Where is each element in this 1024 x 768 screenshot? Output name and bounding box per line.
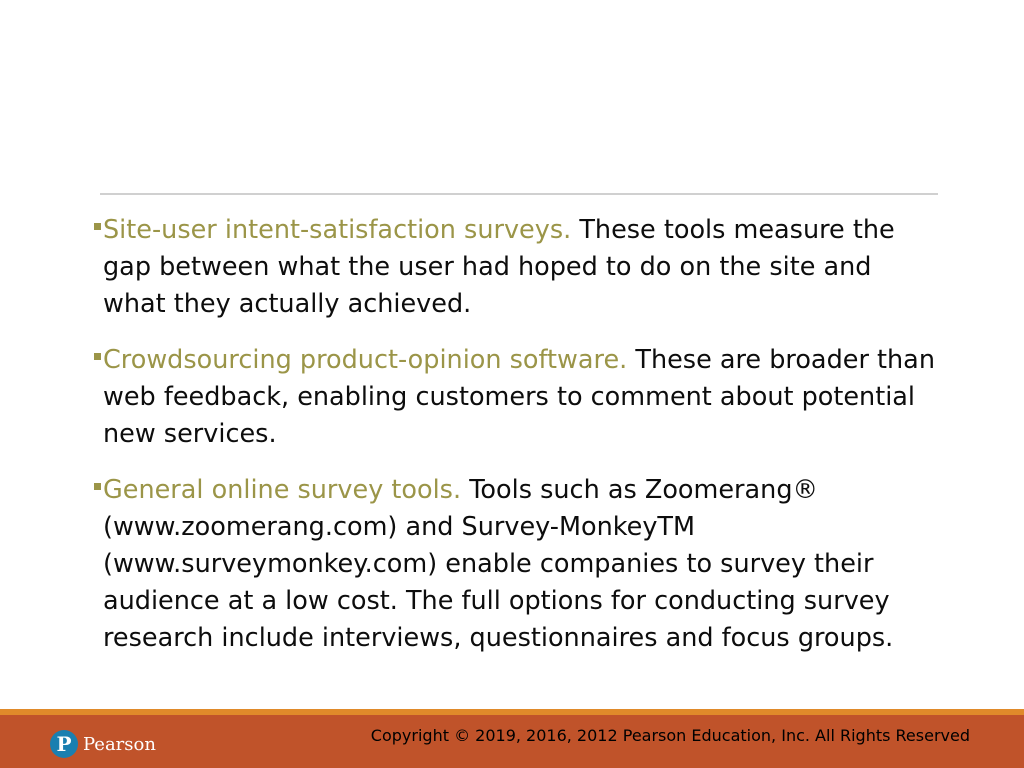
square-bullet-icon [94, 223, 101, 230]
pearson-logo [50, 728, 156, 760]
square-bullet-icon [94, 353, 101, 360]
bullet-body: Tools such as Zoomerang® (www.zoomerang.com) and Survey-MonkeyTM (www.surveymonkey.com) enable companies to survey their audience at a low cost. The full options for conducting survey research include interviews, questionnaires and focus groups. [103, 475, 894, 653]
pearson-logo-icon: P [50, 730, 78, 758]
pearson-wordmark: Pearson [83, 733, 156, 755]
bullet-item-crowdsourcing [92, 342, 942, 453]
title-divider [100, 193, 938, 195]
bullet-body: These are broader than web feedback, enabling customers to comment about potential new services. [103, 345, 935, 449]
bullet-item-online-survey-tools [92, 472, 942, 657]
footer-bar [0, 715, 1024, 768]
copyright-text: Copyright © 2019, 2016, 2012 Pearson Education, Inc. All Rights Reserved [370, 726, 970, 745]
bullet-item-site-user-surveys [92, 212, 942, 323]
bullet-body: These tools measure the gap between what the user had hoped to do on the site and what they actually achieved. [103, 215, 895, 319]
slide-body [92, 212, 942, 676]
square-bullet-icon [94, 483, 101, 490]
bullet-lead: General online survey tools. [103, 475, 470, 505]
bullet-lead: Crowdsourcing product-opinion software. [103, 345, 636, 375]
bullet-lead: Site-user intent-satisfaction surveys. [103, 215, 580, 245]
